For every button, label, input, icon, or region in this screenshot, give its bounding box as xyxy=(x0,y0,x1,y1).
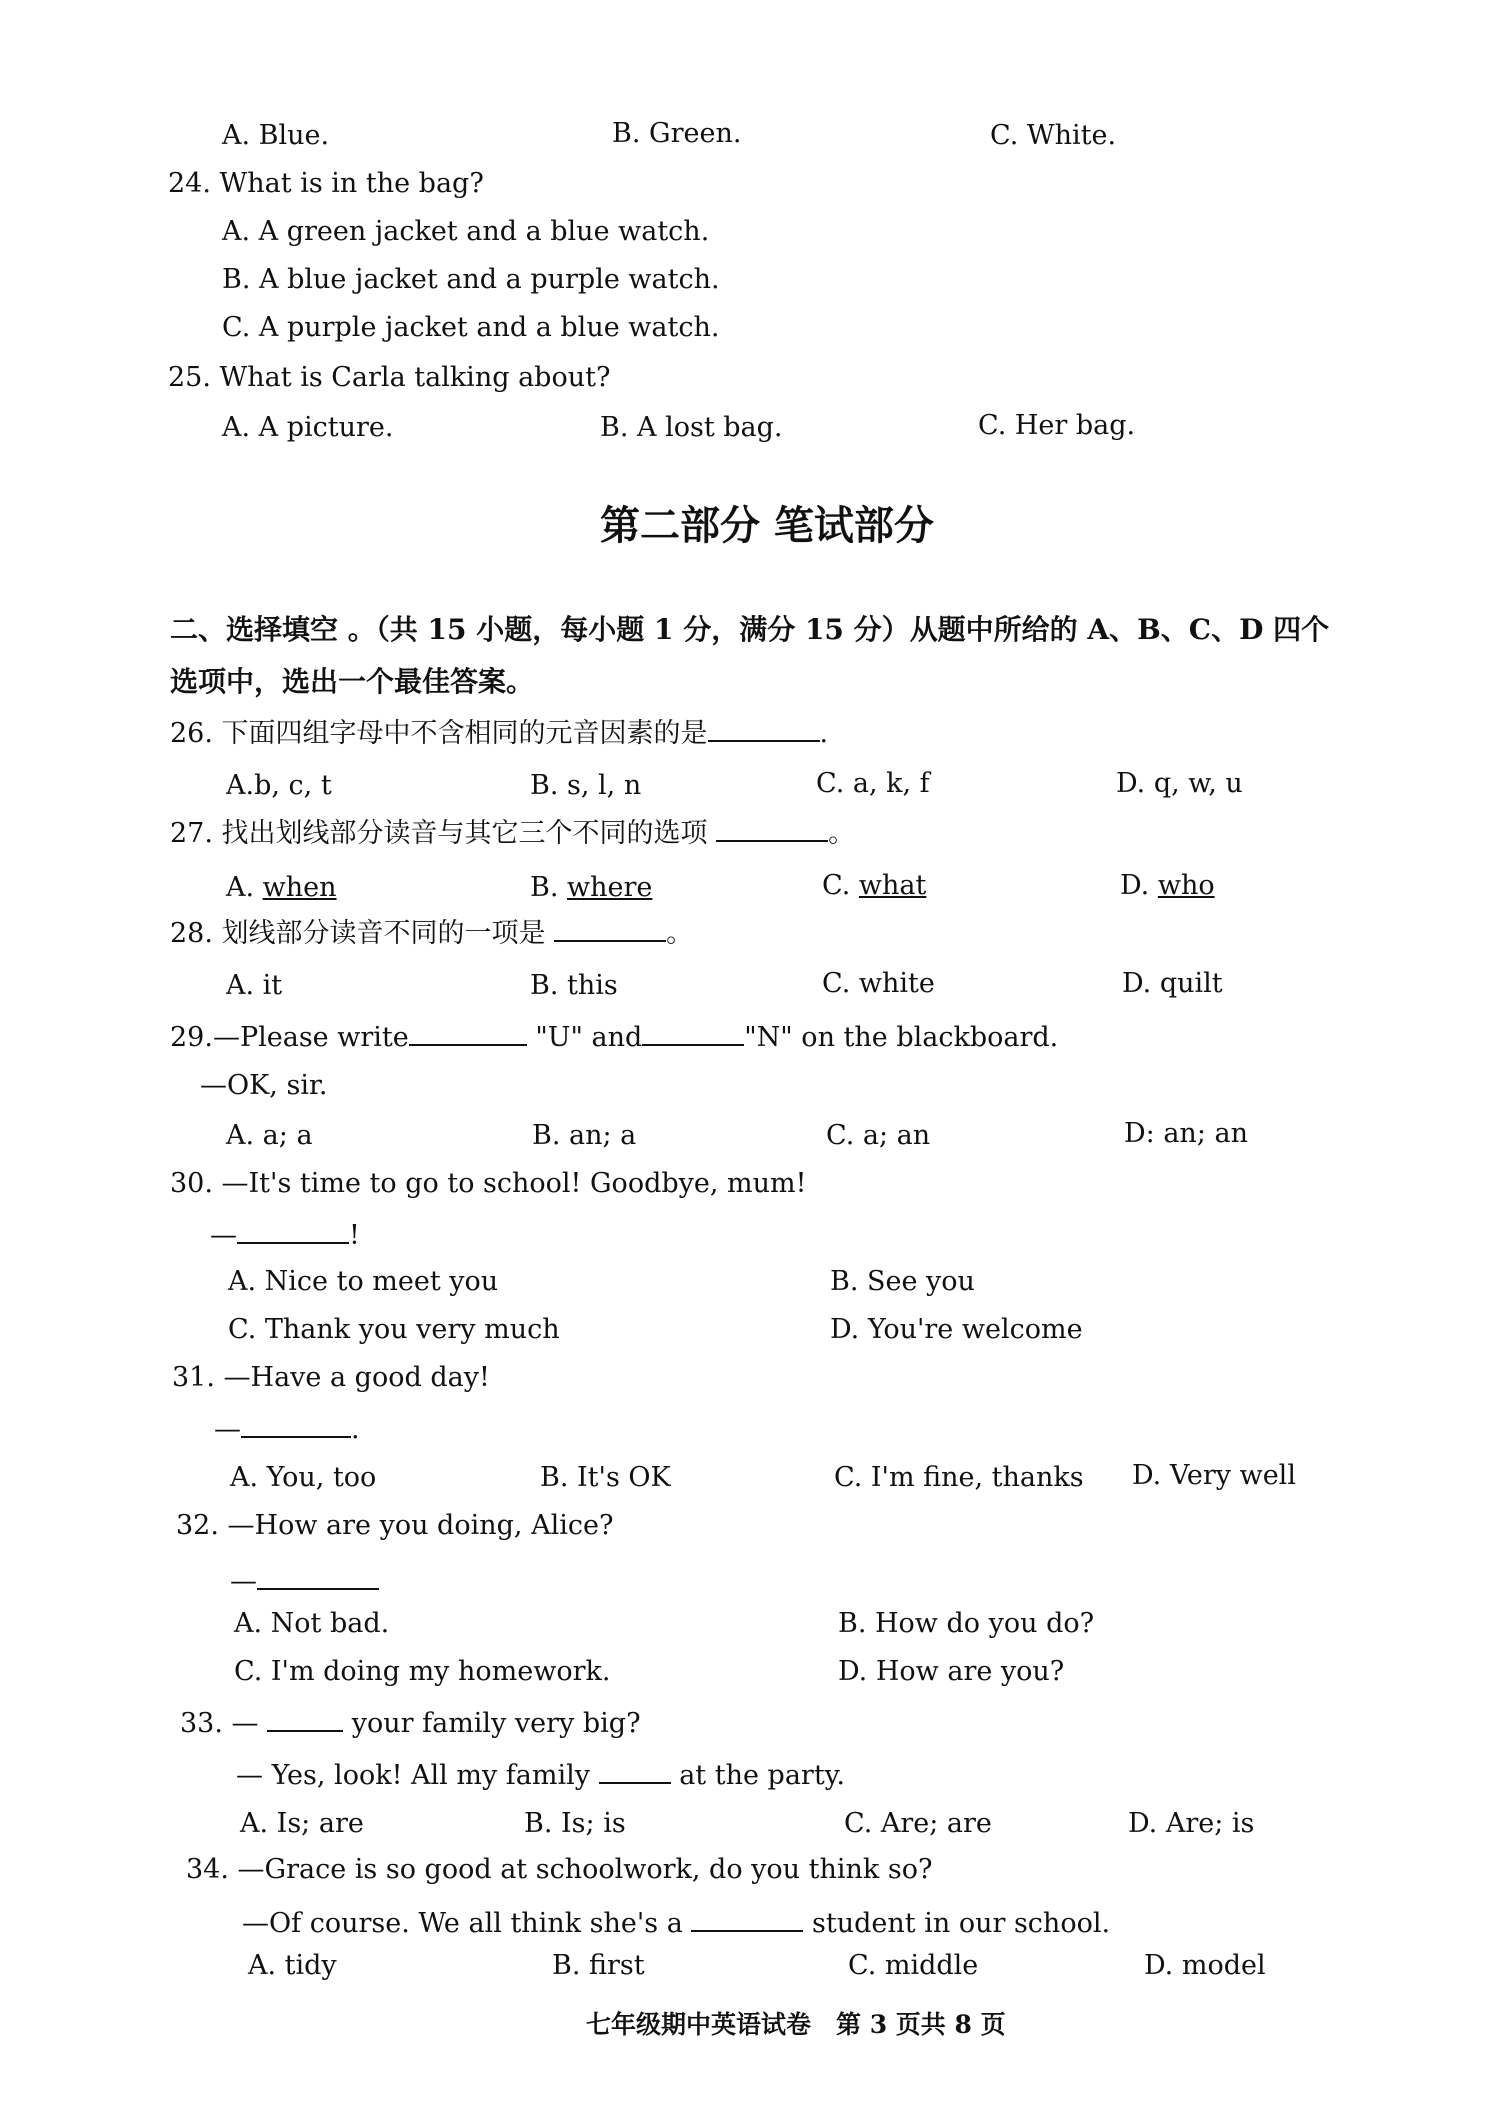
q29-stem-2: "U" and xyxy=(535,1022,643,1053)
q32-option-d: D. How are you? xyxy=(838,1656,1065,1687)
q26-option-b: B. s, l, n xyxy=(530,770,642,801)
q31-option-b: B. It's OK xyxy=(540,1462,671,1493)
q30-option-c: C. Thank you very much xyxy=(228,1314,560,1345)
q24-option-c: C. A purple jacket and a blue watch. xyxy=(222,312,720,343)
q32-stem: 32. —How are you doing, Alice? xyxy=(176,1510,614,1541)
q27-blank[interactable] xyxy=(716,818,828,842)
q30-option-d: D. You're welcome xyxy=(830,1314,1083,1345)
q30-option-a: A. Nice to meet you xyxy=(228,1266,499,1297)
q33-stem-pre: 33. — xyxy=(180,1708,259,1739)
q24-option-a: A. A green jacket and a blue watch. xyxy=(222,216,710,247)
q27-option-b-letter: B. xyxy=(530,872,568,903)
q30-blank[interactable] xyxy=(237,1220,349,1244)
q28-option-d: D. quilt xyxy=(1122,968,1223,999)
q32-reply-dash: — xyxy=(230,1566,257,1597)
q28-option-b: B. this xyxy=(530,970,618,1001)
q26-stem-line xyxy=(170,718,828,747)
q32-option-c: C. I'm doing my homework. xyxy=(234,1656,611,1687)
q33-option-c: C. Are; are xyxy=(844,1808,992,1839)
q27-option-a-word: when xyxy=(262,872,337,903)
q30-stem: 30. —It's time to go to school! Goodbye, mum! xyxy=(170,1168,807,1199)
q28-end: 。 xyxy=(666,918,694,949)
q27-stem: 27. 找出划线部分读音与其它三个不同的选项 xyxy=(170,818,708,849)
q26-stem: 26. 下面四组字母中不含相同的元音因素的是 xyxy=(170,718,708,749)
q34-option-c: C. middle xyxy=(848,1950,979,1981)
q27-stem-line xyxy=(170,818,855,847)
q33-option-a: A. Is; are xyxy=(240,1808,364,1839)
q26-end: . xyxy=(819,718,829,749)
section-title: 第二部分 笔试部分 xyxy=(600,502,934,549)
q32-reply-line xyxy=(230,1566,379,1595)
q34-option-b: B. first xyxy=(552,1950,645,1981)
q27-option-b-word: where xyxy=(567,872,653,903)
q30-reply-dash: — xyxy=(210,1220,237,1251)
q33-blank-1[interactable] xyxy=(267,1708,343,1732)
instructions-line-1: 二、选择填空 。（共 15 小题，每小题 1 分，满分 15 分）从题中所给的 A、B、C、D 四个 xyxy=(170,613,1330,646)
q27-option-c-letter: C. xyxy=(822,870,859,901)
q27-option-d-word: who xyxy=(1157,870,1215,901)
q27-option-b xyxy=(530,874,652,901)
q33-stem-line xyxy=(180,1708,641,1737)
q28-stem: 28. 划线部分读音不同的一项是 xyxy=(170,918,546,949)
q28-option-a: A. it xyxy=(226,970,283,1001)
q34-reply-end: student in our school. xyxy=(812,1908,1111,1939)
q31-blank[interactable] xyxy=(241,1414,351,1438)
q26-option-a: A.b, c, t xyxy=(226,770,332,801)
q29-stem-1: 29.—Please write xyxy=(170,1022,409,1053)
q33-stem-end: your family very big? xyxy=(351,1708,641,1739)
q34-option-d: D. model xyxy=(1144,1950,1266,1981)
q30-reply-line xyxy=(210,1220,360,1249)
q26-blank[interactable] xyxy=(708,718,820,742)
q29-option-b: B. an; a xyxy=(532,1120,637,1151)
q28-blank[interactable] xyxy=(554,918,666,942)
q29-blank-1[interactable] xyxy=(409,1022,527,1046)
q27-option-d xyxy=(1120,872,1215,899)
q23-option-a: A. Blue. xyxy=(222,120,330,151)
q24-option-b: B. A blue jacket and a purple watch. xyxy=(222,264,720,295)
q30-option-b: B. See you xyxy=(830,1266,975,1297)
q31-stem: 31. —Have a good day! xyxy=(172,1362,490,1393)
q34-option-a: A. tidy xyxy=(248,1950,337,1981)
q25-option-a: A. A picture. xyxy=(222,412,394,443)
q24-stem: 24. What is in the bag? xyxy=(168,168,484,199)
q33-reply-end: at the party. xyxy=(679,1760,845,1791)
q34-reply-pre: —Of course. We all think she's a xyxy=(242,1908,683,1939)
q32-option-b: B. How do you do? xyxy=(838,1608,1095,1639)
q27-option-c xyxy=(822,872,926,899)
q33-option-d: D. Are; is xyxy=(1128,1808,1255,1839)
q31-reply-line xyxy=(214,1414,360,1443)
q27-option-a-letter: A. xyxy=(226,872,263,903)
q31-option-c: C. I'm fine, thanks xyxy=(834,1462,1084,1493)
page-footer: 七年级期中英语试卷 第 3 页共 8 页 xyxy=(586,2010,1006,2039)
q27-option-d-letter: D. xyxy=(1120,870,1158,901)
instructions-line-2: 选项中，选出一个最佳答案。 xyxy=(170,665,535,698)
q31-option-a: A. You, too xyxy=(230,1462,377,1493)
q23-option-c: C. White. xyxy=(990,120,1117,151)
q26-option-c: C. a, k, f xyxy=(816,768,930,799)
q33-reply-line xyxy=(236,1760,845,1789)
q33-option-b: B. Is; is xyxy=(524,1808,626,1839)
q34-reply-line xyxy=(242,1908,1110,1937)
q29-option-a: A. a; a xyxy=(226,1120,313,1151)
q31-option-d: D. Very well xyxy=(1132,1460,1296,1491)
q26-option-d: D. q, w, u xyxy=(1116,768,1243,799)
q27-end: 。 xyxy=(828,818,856,849)
q31-reply-dash: — xyxy=(214,1414,241,1445)
q29-option-d: D: an; an xyxy=(1124,1118,1248,1149)
q28-option-c: C. white xyxy=(822,968,935,999)
q29-stem-line xyxy=(170,1022,1058,1051)
q31-reply-end: . xyxy=(351,1414,360,1445)
q32-option-a: A. Not bad. xyxy=(234,1608,390,1639)
q23-option-b: B. Green. xyxy=(612,118,742,149)
q29-option-c: C. a; an xyxy=(826,1120,931,1151)
q29-stem-3: "N" on the blackboard. xyxy=(744,1022,1059,1053)
q27-option-a xyxy=(226,874,337,901)
q32-blank[interactable] xyxy=(257,1566,379,1590)
q34-stem: 34. —Grace is so good at schoolwork, do you think so? xyxy=(186,1854,933,1885)
q28-stem-line xyxy=(170,918,693,947)
q33-blank-2[interactable] xyxy=(599,1760,671,1784)
q33-reply-pre: — Yes, look! All my family xyxy=(236,1760,591,1791)
q25-option-b: B. A lost bag. xyxy=(600,412,783,443)
q29-reply: —OK, sir. xyxy=(200,1070,328,1101)
q29-blank-2[interactable] xyxy=(642,1022,744,1046)
q34-blank[interactable] xyxy=(691,1908,803,1932)
q25-option-c: C. Her bag. xyxy=(978,410,1136,441)
q25-stem: 25. What is Carla talking about? xyxy=(168,362,611,393)
q30-reply-end: ! xyxy=(349,1220,360,1251)
q27-option-c-word: what xyxy=(858,870,927,901)
